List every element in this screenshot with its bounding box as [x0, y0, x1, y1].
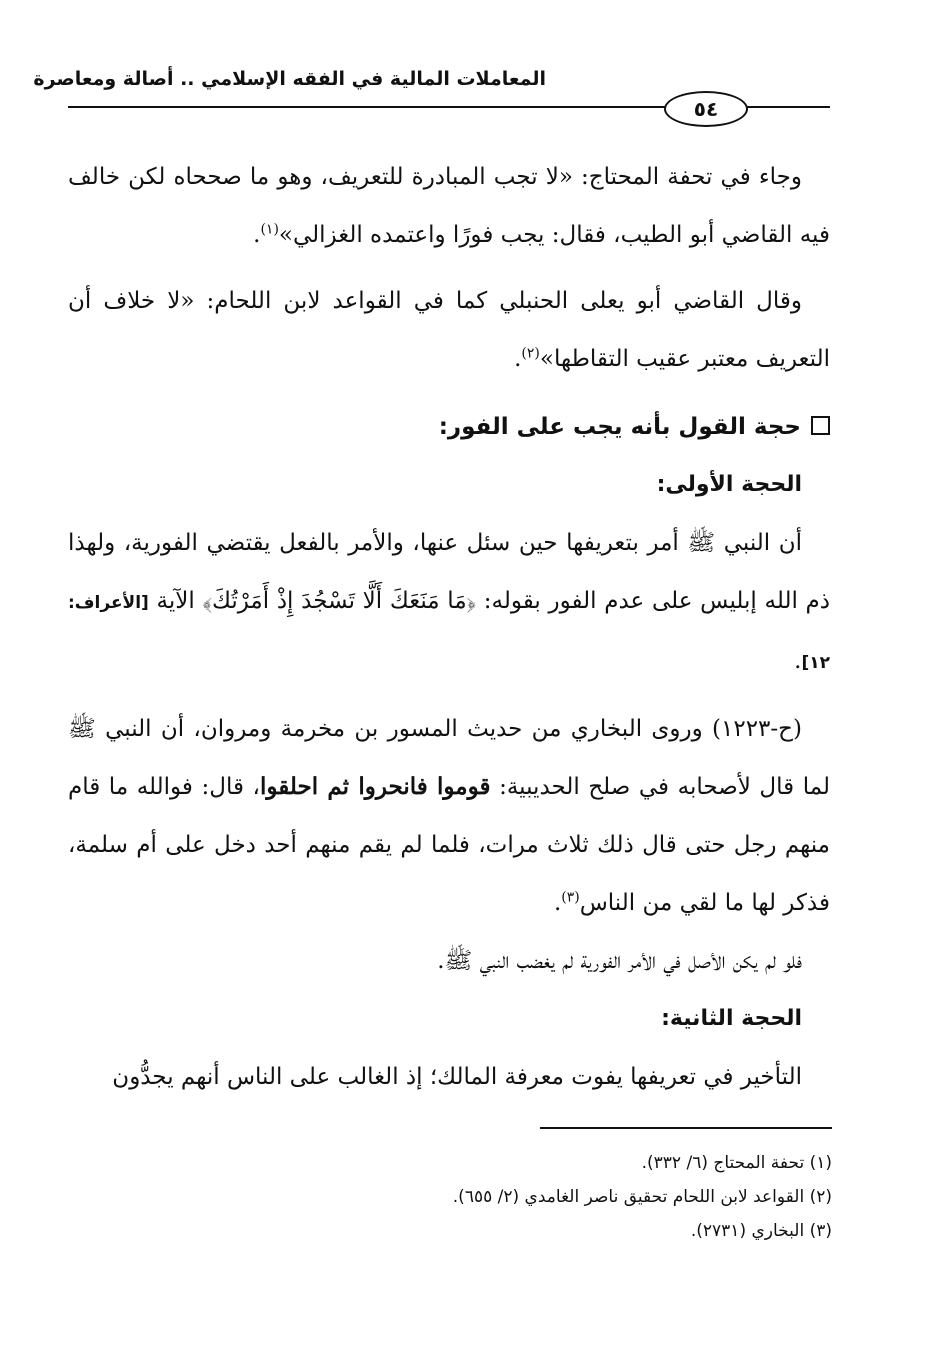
quran-verse: ﴿مَا مَنَعَكَ أَلَّا تَسْجُدَ إِذْ أَمَرْتُكَ﴾ [202, 588, 477, 614]
paragraph-text: وقال القاضي أبو يعلى الحنبلي كما في القواعد لابن اللحام: «لا خلاف أن التعريف معتبر عقيب التقاطها» [68, 288, 830, 372]
footnote-1: (١) تحفة المحتاج (٦/ ٣٣٢). [641, 1153, 832, 1173]
footnote-3: (٣) البخاري (٢٧٣١). [690, 1221, 832, 1241]
paragraph-second-proof: التأخير في تعريفها يفوت معرفة المالك؛ إذ الغالب على الناس أنهم يجدُّون [112, 1064, 802, 1090]
footnote-ref-2[interactable]: (٢) [521, 345, 540, 362]
paragraph-tuhfat-almuhtaj [68, 148, 830, 264]
first-proof-title: الحجة الأولى: [656, 472, 802, 497]
verse-reference: [الأعراف: ١٢] [68, 593, 830, 673]
verse-suffix: الآية [156, 588, 195, 614]
footnote-separator [540, 1127, 832, 1129]
paragraph-conclusion: فلو لم يكن الأصل في الأمر الفورية لم يغضب النبي ﷺ. [437, 948, 802, 974]
section-heading [68, 398, 830, 456]
footnote-2: (٢) القواعد لابن اللحام تحقيق ناصر الغامدي (٢/ ٦٥٥). [452, 1187, 832, 1207]
page-number: ٥٤ [664, 91, 748, 127]
paragraph-end: . [553, 890, 562, 916]
running-header-title: المعاملات المالية في الفقه الإسلامي .. أصالة ومعاصرة [33, 68, 546, 90]
footnote-ref-3[interactable]: (٣) [561, 889, 580, 906]
paragraph-end: . [253, 222, 261, 248]
paragraph-abu-yala [68, 272, 830, 388]
paragraph-hadith [68, 700, 830, 932]
footnotes [112, 1146, 832, 1248]
paragraph-end: . [514, 346, 522, 372]
footnote-ref-1[interactable]: (١) [260, 221, 279, 238]
paragraph-text: وجاء في تحفة المحتاج: «لا تجب المبادرة للتعريف، وهو ما صححاه لكن خالف فيه القاضي أبو الطيب، فقال: يجب فورًا واعتمده الغزالي» [68, 164, 830, 248]
paragraph-text: (ح-١٢٢٣) وروى البخاري من حديث المسور بن مخرمة ومروان، أن النبي ﷺ لما قال لأصحابه في صلح الحديبية: [68, 716, 831, 800]
main-text [68, 148, 830, 1106]
paragraph-text: أن النبي ﷺ أمر بتعريفها حين سئل عنها، والأمر بالفعل يقتضي الفورية، ولهذا ذم الله إبليس على عدم الفور بقوله: [68, 530, 831, 614]
hadith-quote: قوموا فانحروا ثم احلقوا [259, 773, 491, 800]
square-bullet-icon [811, 416, 830, 435]
section-heading-text: حجة القول بأنه يجب على الفور: [438, 414, 801, 440]
paragraph-first-proof [68, 514, 830, 692]
paragraph-text-continued: ، قال: فوالله ما قام منهم رجل حتى قال ذلك ثلاث مرات، فلما لم يقم منهم أحد دخل على أم سلمة، فذكر لها ما لقي من الناس [68, 774, 830, 916]
second-proof-title: الحجة الثانية: [661, 1006, 802, 1031]
paragraph-end: . [794, 648, 802, 674]
